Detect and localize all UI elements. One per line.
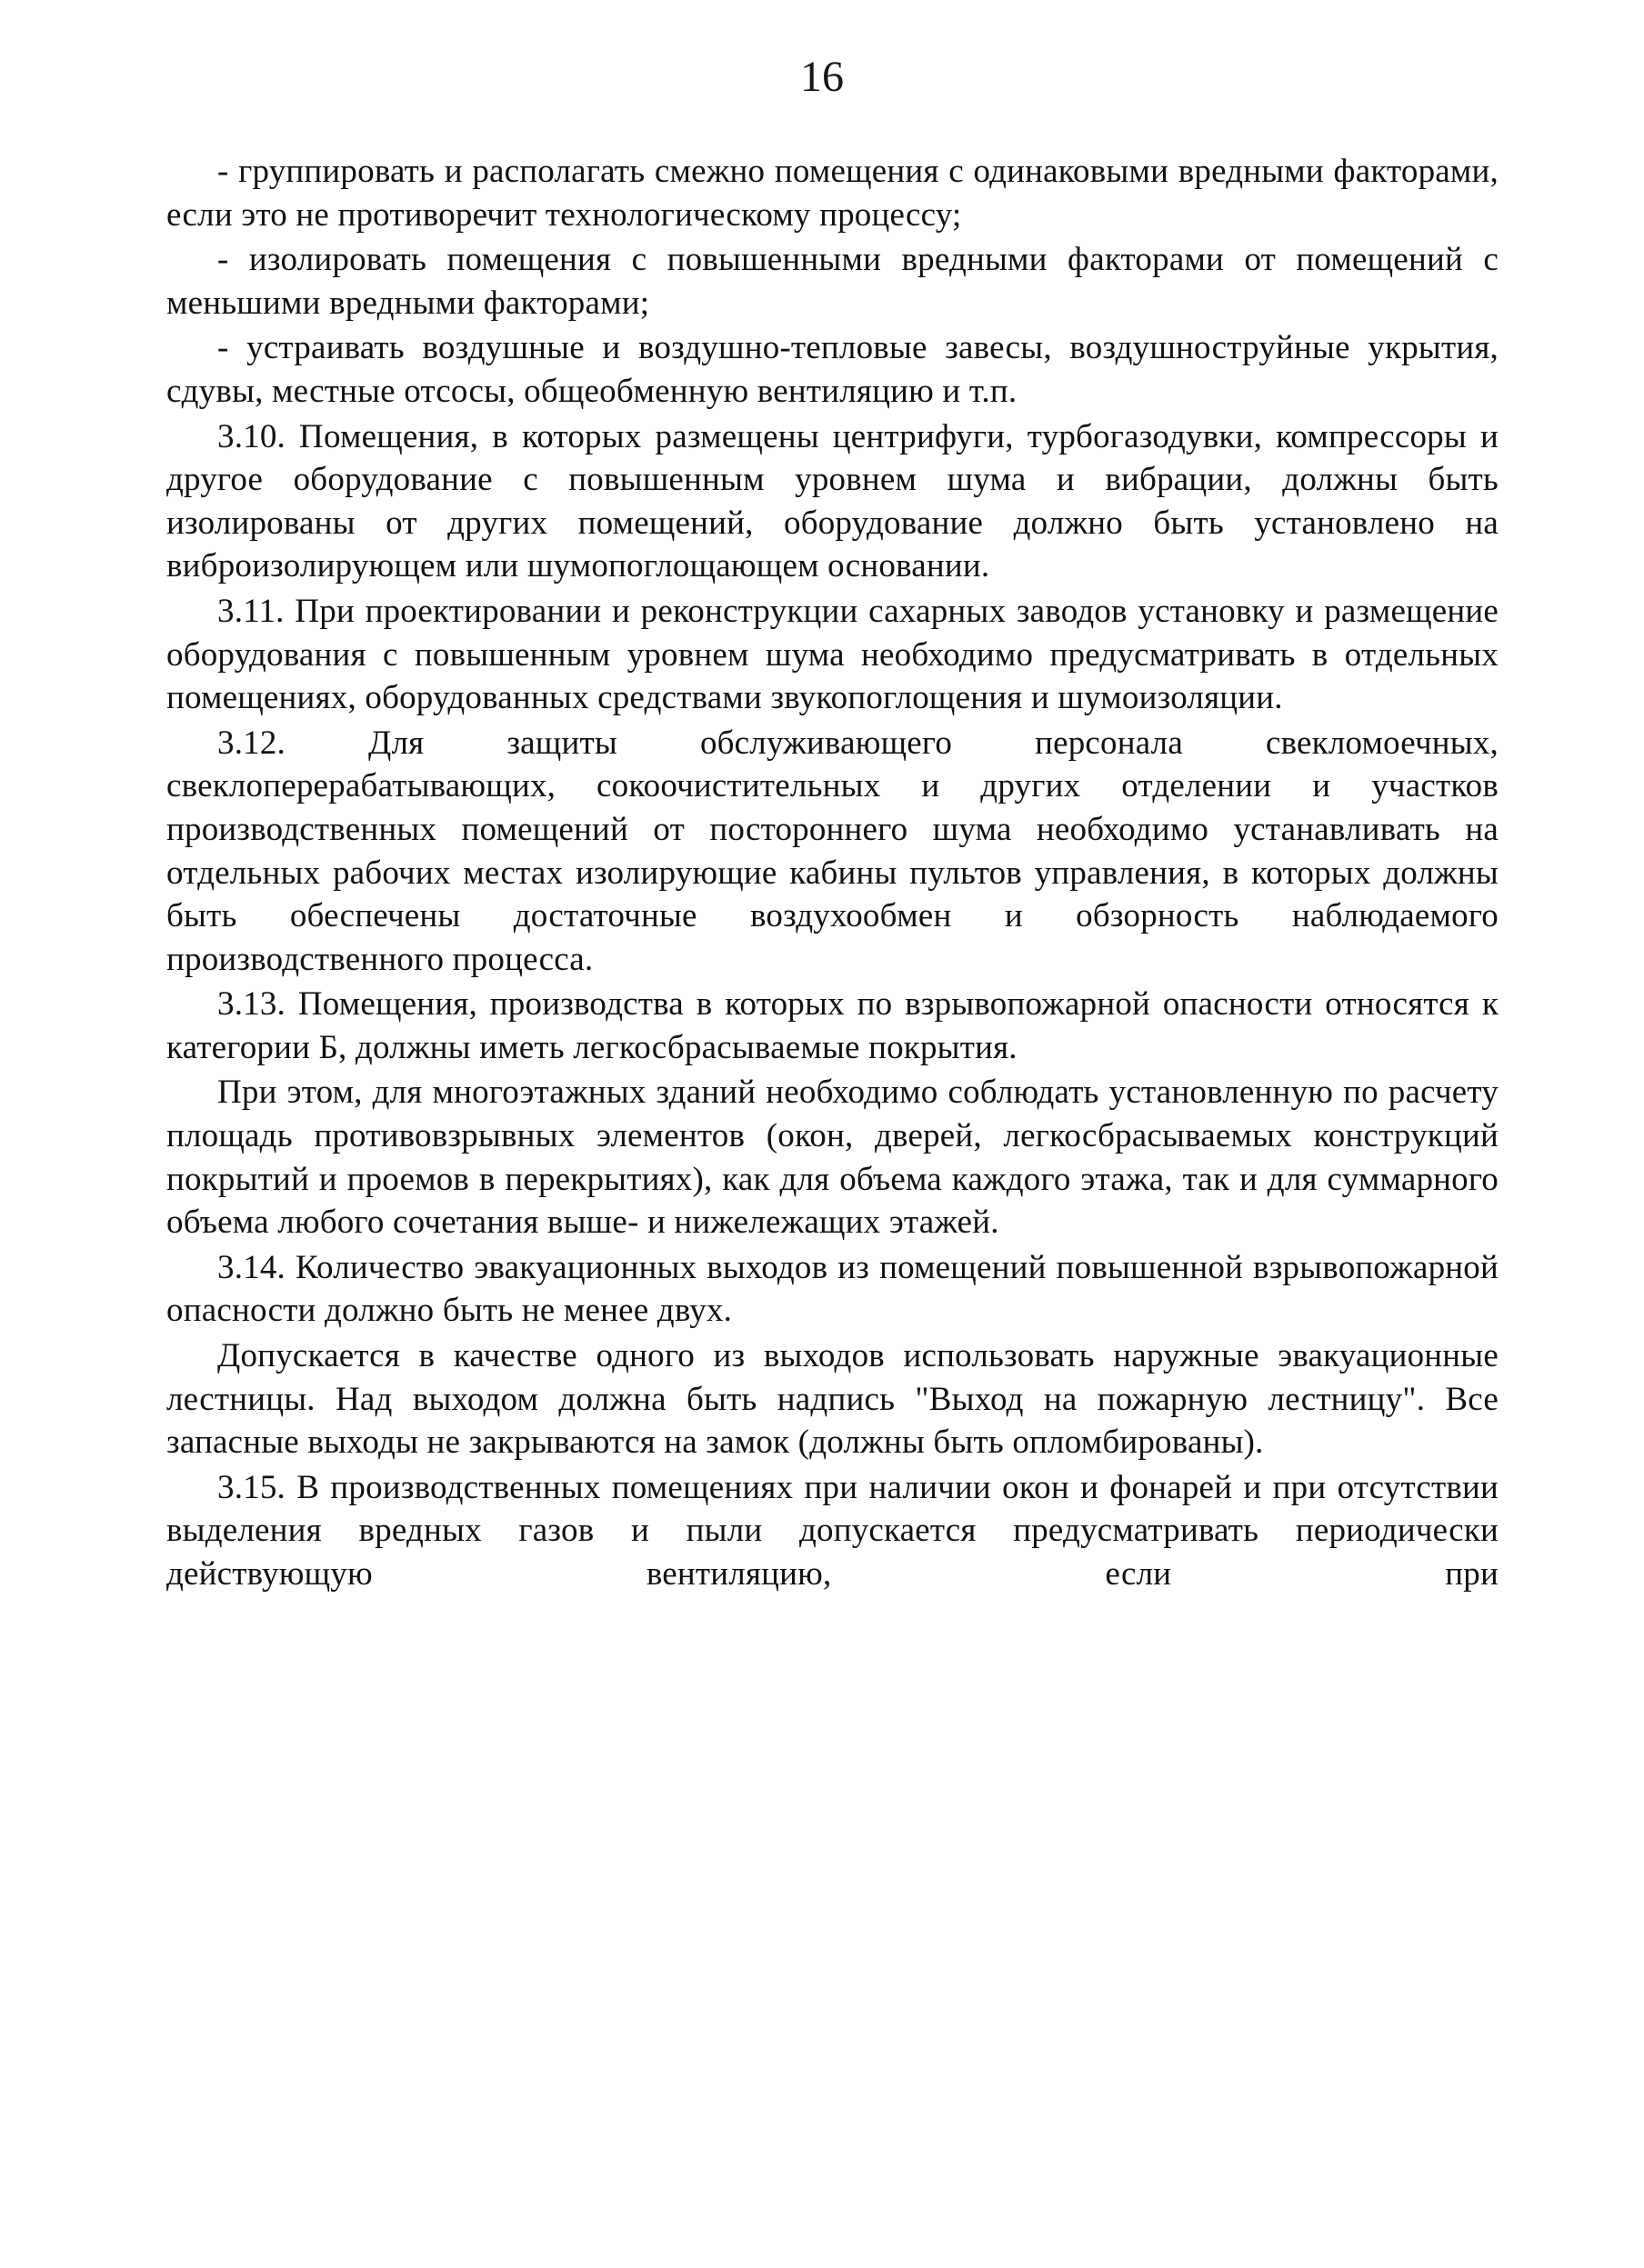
- paragraph-3-10: 3.10. Помещения, в которых размещены центрифуги, турбогазодувки, компрессоры и другое оборудование с повышенным уровнем шума и вибрации, должны быть изолированы от других помещений, оборудование должно быть установлено на виброизолирующем или шумопоглощающем основании.: [166, 417, 1499, 585]
- paragraph-external-stairs: Допускается в качестве одного из выходов использовать наружные эвакуационные лестницы. Над выходом должна быть надпись "Выход на пожарную лестницу". Все запасные выходы не закрываются на замок (должны быть опломбированы).: [166, 1337, 1499, 1462]
- paragraph-air-curtains: - устраивать воздушные и воздушно-тепловые завесы, воздушноструйные укрытия, сдувы, местные отсосы, общеобменную вентиляцию и т.п.: [166, 329, 1499, 410]
- paragraph-3-15: 3.15. В производственных помещениях при наличии окон и фонарей и при отсутствии выделения вредных газов и пыли допускается предусматривать периодически действующую вентиляцию, если при: [166, 1468, 1499, 1593]
- paragraph-3-11: 3.11. При проектировании и реконструкции сахарных заводов установку и размещение оборудования с повышенным уровнем шума необходимо предусматривать в отдельных помещениях, оборудованных средствами звукопоглощения и шумоизоляции.: [166, 592, 1499, 717]
- paragraph-group-rooms: - группировать и располагать смежно помещения с одинаковыми вредными факторами, если это не противоречит технологическому процессу;: [166, 153, 1499, 234]
- paragraph-3-14: 3.14. Количество эвакуационных выходов из помещений повышенной взрывопожарной опасности должно быть не менее двух.: [166, 1248, 1499, 1330]
- page-number: 16: [800, 53, 844, 101]
- paragraph-multistorey: При этом, для многоэтажных зданий необходимо соблюдать установленную по расчету площадь противовзрывных элементов (окон, дверей, легкосбрасываемых конструкций покрытий и проемов в перекрытиях), как для объема каждого этажа, так и для суммарного объема любого сочетания выше- и нижележащих этажей.: [166, 1074, 1499, 1242]
- paragraph-3-13: 3.13. Помещения, производства в которых по взрывопожарной опасности относятся к категории Б, должны иметь легкосбрасываемые покрытия.: [166, 985, 1499, 1066]
- document-body: [166, 150, 1499, 1598]
- paragraph-isolate-rooms: - изолировать помещения с повышенными вредными факторами от помещений с меньшими вредными факторами;: [166, 241, 1499, 322]
- paragraph-3-12: 3.12. Для защиты обслуживающего персонала свекломоечных, свеклоперерабатывающих, сокоочистительных и других отделении и участков производственных помещений от постороннего шума необходимо устанавливать на отдельных рабочих местах изолирующие кабины пультов управления, в которых должны быть обеспечены достаточные воздухообмен и обзорность наблюдаемого производственного процесса.: [166, 724, 1499, 978]
